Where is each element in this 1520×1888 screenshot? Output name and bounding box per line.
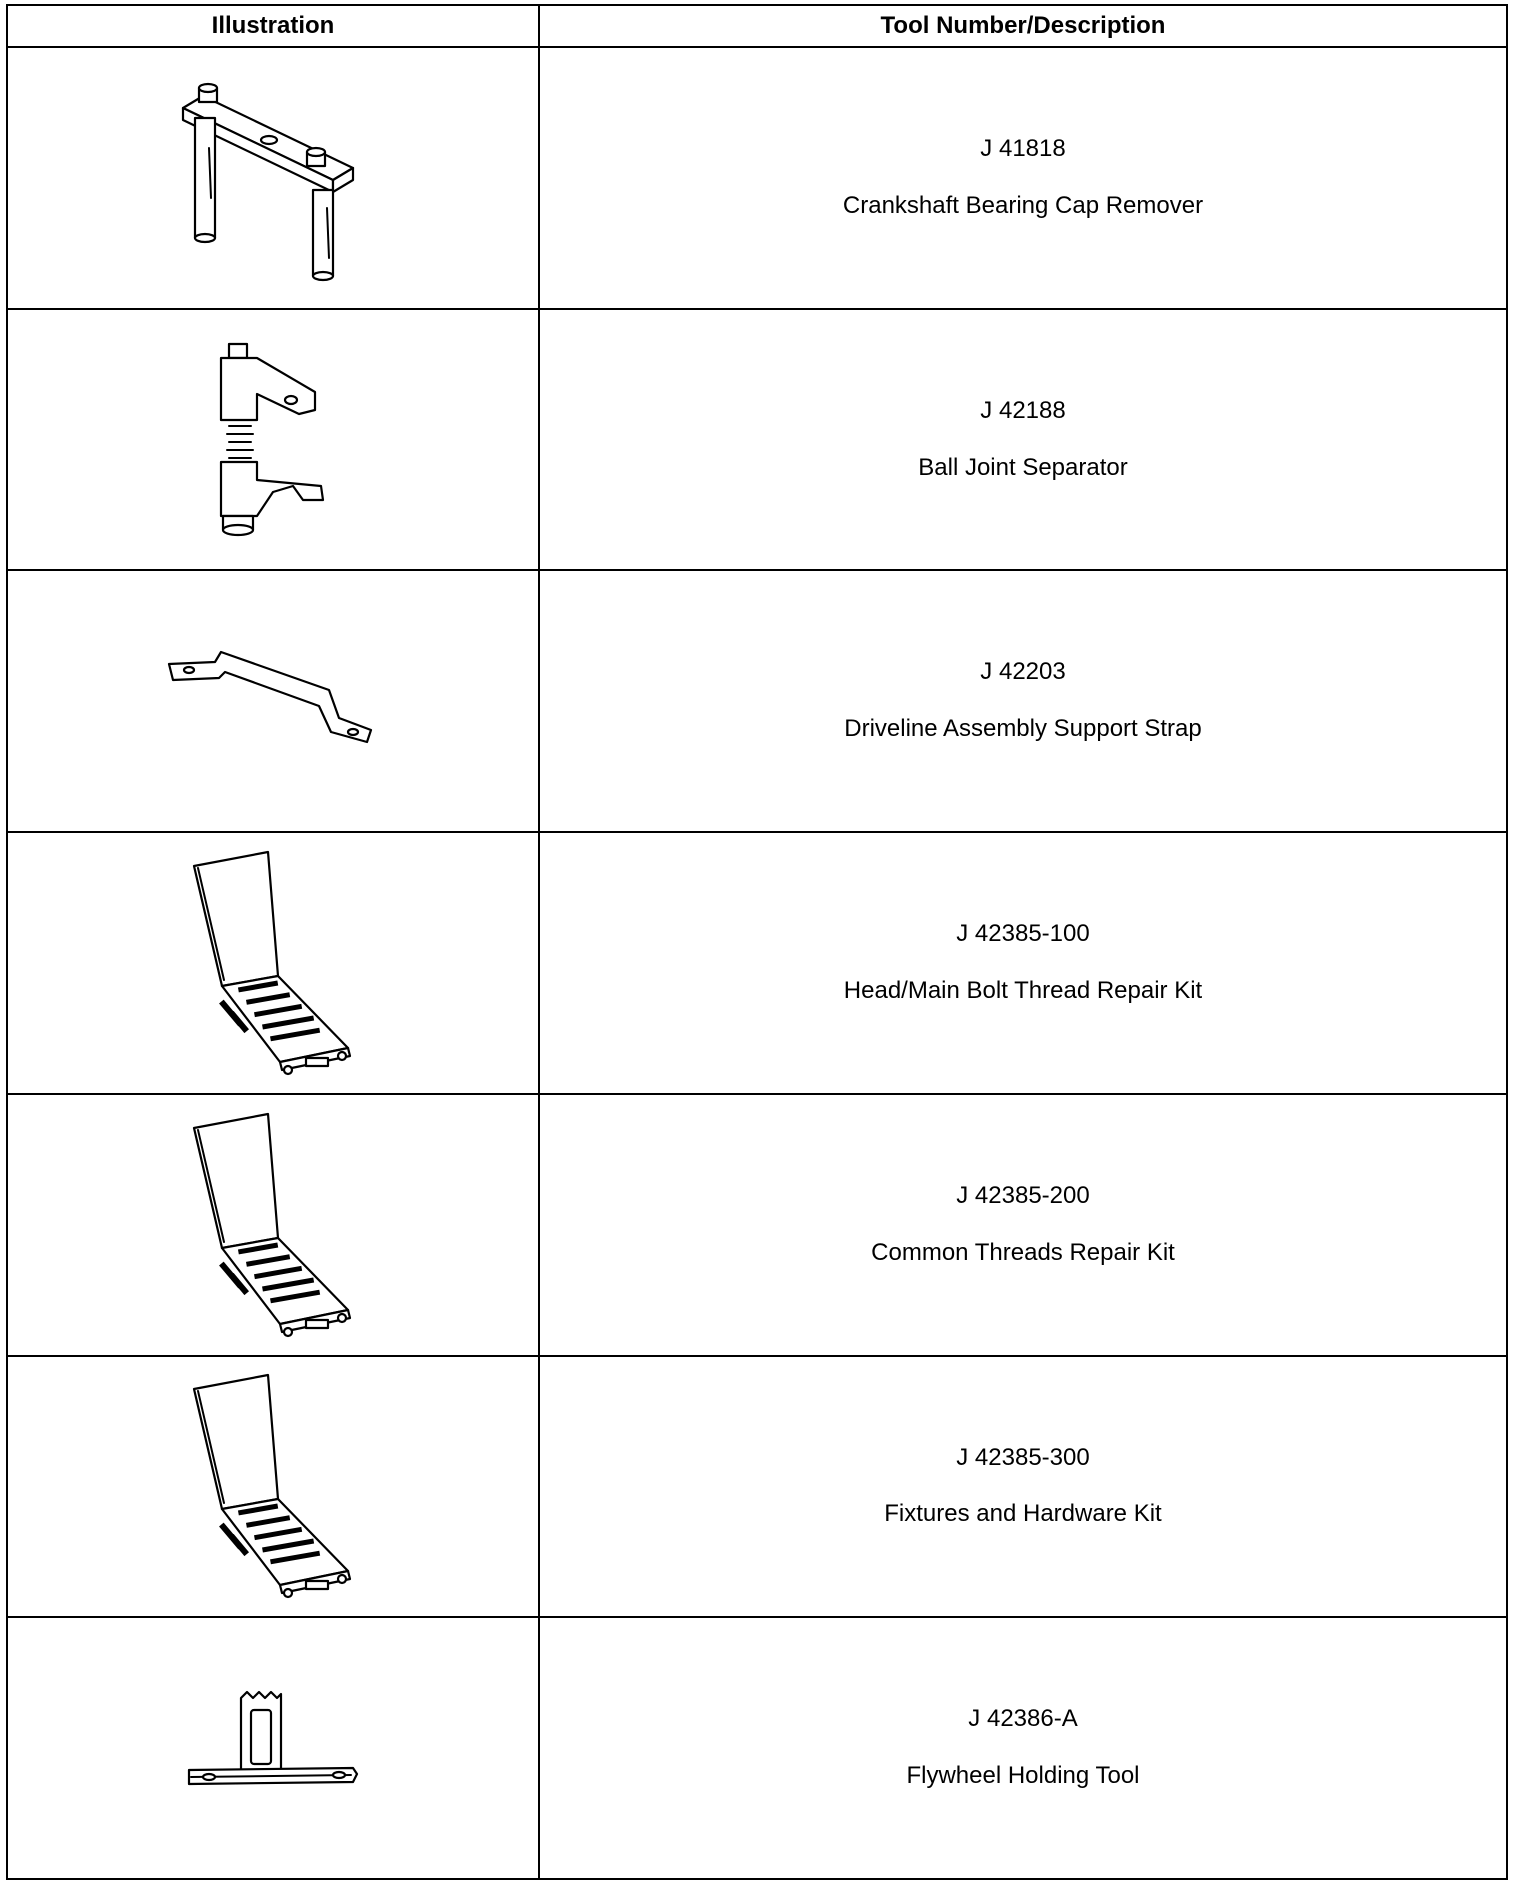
tool-number: J 42385-200 (956, 1181, 1090, 1209)
tool-name: Ball Joint Separator (918, 453, 1128, 481)
description-cell (539, 47, 1507, 309)
table-row (7, 47, 1507, 309)
description-cell (539, 1356, 1507, 1618)
tool-number: J 42188 (980, 396, 1066, 424)
ball-joint-separator-icon (203, 340, 343, 540)
tool-name: Crankshaft Bearing Cap Remover (842, 191, 1204, 219)
description-cell (539, 832, 1507, 1094)
flywheel-holding-tool-icon (183, 1688, 363, 1808)
tool-name: Common Threads Repair Kit (871, 1238, 1175, 1266)
description-column-header: Tool Number/Description (539, 5, 1507, 47)
thread-repair-kit-icon (188, 848, 358, 1078)
illustration-cell (7, 1094, 539, 1356)
thread-repair-kit-icon (188, 1371, 358, 1601)
thread-repair-kit-icon (188, 1110, 358, 1340)
table-row (7, 832, 1507, 1094)
tool-number: J 42385-300 (956, 1443, 1090, 1471)
illustration-cell (7, 1617, 539, 1879)
illustration-column-header: Illustration (7, 5, 539, 47)
description-cell (539, 1094, 1507, 1356)
illustration-cell (7, 1356, 539, 1618)
illustration-cell (7, 832, 539, 1094)
tool-number: J 42203 (980, 658, 1066, 686)
description-cell (539, 570, 1507, 832)
tool-name: Driveline Assembly Support Strap (844, 715, 1202, 743)
description-cell (539, 1617, 1507, 1879)
table-row (7, 1617, 1507, 1879)
table-header-row (7, 5, 1507, 47)
illustration-cell (7, 570, 539, 832)
table-row (7, 1356, 1507, 1618)
table-row (7, 309, 1507, 571)
special-tools-table (6, 4, 1508, 1880)
tool-number: J 41818 (980, 135, 1066, 163)
description-cell (539, 309, 1507, 571)
illustration-cell (7, 47, 539, 309)
table-row (7, 570, 1507, 832)
tool-name: Head/Main Bolt Thread Repair Kit (843, 976, 1203, 1004)
support-strap-icon (163, 646, 383, 756)
illustration-cell (7, 309, 539, 571)
bearing-cap-remover-icon (173, 68, 373, 288)
tool-number: J 42385-100 (956, 920, 1090, 948)
tool-name: Fixtures and Hardware Kit (884, 1500, 1162, 1528)
tool-name: Flywheel Holding Tool (906, 1762, 1140, 1790)
tool-number: J 42386-A (968, 1705, 1078, 1733)
table-row (7, 1094, 1507, 1356)
